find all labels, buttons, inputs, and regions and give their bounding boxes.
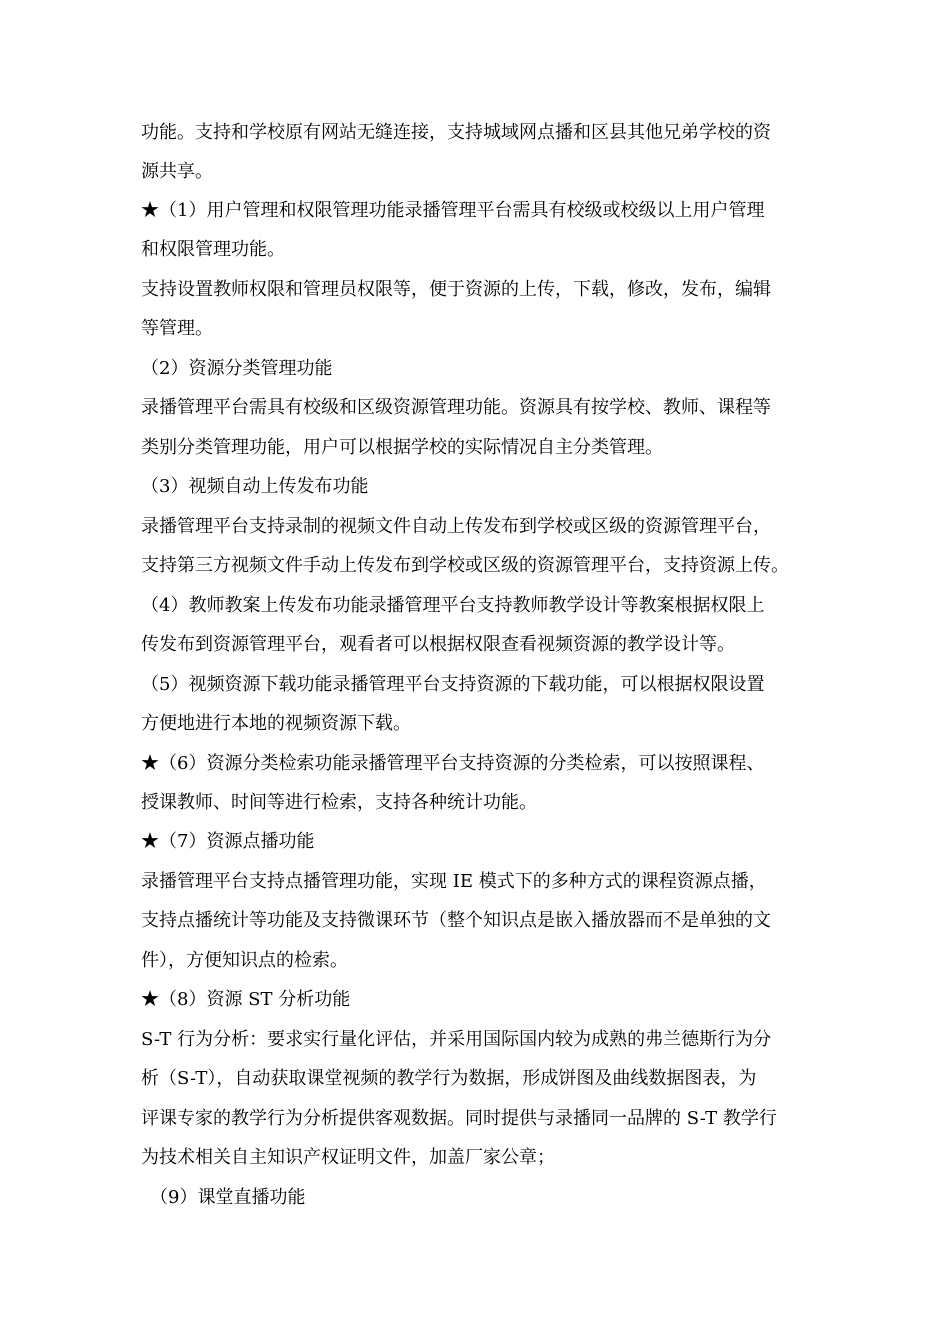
text-line: 评课专家的教学行为分析提供客观数据。同时提供与录播同一品牌的 S-T 教学行: [141, 1108, 777, 1129]
section-heading: （9）课堂直播功能: [150, 1187, 306, 1208]
text-line: 传发布到资源管理平台，观看者可以根据权限查看视频资源的教学设计等。: [141, 634, 735, 655]
section-heading: ★（8）资源 ST 分析功能: [141, 989, 351, 1010]
text-line: 为技术相关自主知识产权证明文件，加盖厂家公章；: [141, 1147, 555, 1168]
text-line: 录播管理平台支持点播管理功能，实现 IE 模式下的多种方式的课程资源点播，: [141, 871, 767, 892]
text-line: 件），方便知识点的检索。: [141, 950, 348, 971]
text-line: （4）教师教案上传发布功能录播管理平台支持教师教学设计等教案根据权限上: [141, 595, 765, 616]
text-line: 录播管理平台支持录制的视频文件自动上传发布到学校或区级的资源管理平台，: [141, 516, 771, 537]
text-line: （5）视频资源下载功能录播管理平台支持资源的下载功能，可以根据权限设置: [141, 674, 765, 695]
text-line: 和权限管理功能。: [141, 239, 285, 260]
text-line: 类别分类管理功能，用户可以根据学校的实际情况自主分类管理。: [141, 437, 663, 458]
text-line: 功能。支持和学校原有网站无缝连接，支持城域网点播和区县其他兄弟学校的资: [141, 122, 771, 143]
text-line: 支持设置教师权限和管理员权限等，便于资源的上传，下载，修改，发布，编辑: [141, 279, 771, 300]
text-line: S-T 行为分析：要求实行量化评估，并采用国际国内较为成熟的弗兰德斯行为分: [141, 1029, 772, 1050]
section-heading: （2）资源分类管理功能: [141, 358, 333, 379]
text-line: 支持第三方视频文件手动上传发布到学校或区级的资源管理平台，支持资源上传。: [141, 555, 789, 576]
text-line: 录播管理平台需具有校级和区级资源管理功能。资源具有按学校、教师、课程等: [141, 397, 771, 418]
text-line: 等管理。: [141, 318, 213, 339]
text-line: ★（1）用户管理和权限管理功能录播管理平台需具有校级或校级以上用户管理: [141, 200, 765, 221]
text-line: 支持点播统计等功能及支持微课环节（整个知识点是嵌入播放器而不是单独的文: [141, 910, 771, 931]
text-line: ★（6）资源分类检索功能录播管理平台支持资源的分类检索，可以按照课程、: [141, 753, 765, 774]
text-line: 方便地进行本地的视频资源下载。: [141, 713, 411, 734]
section-heading: （3）视频自动上传发布功能: [141, 476, 369, 497]
text-line: 析（S-T），自动获取课堂视频的教学行为数据，形成饼图及曲线数据图表，为: [141, 1068, 757, 1089]
section-heading: ★（7）资源点播功能: [141, 831, 315, 852]
text-line: 授课教师、时间等进行检索，支持各种统计功能。: [141, 792, 537, 813]
text-line: 源共享。: [141, 161, 213, 182]
